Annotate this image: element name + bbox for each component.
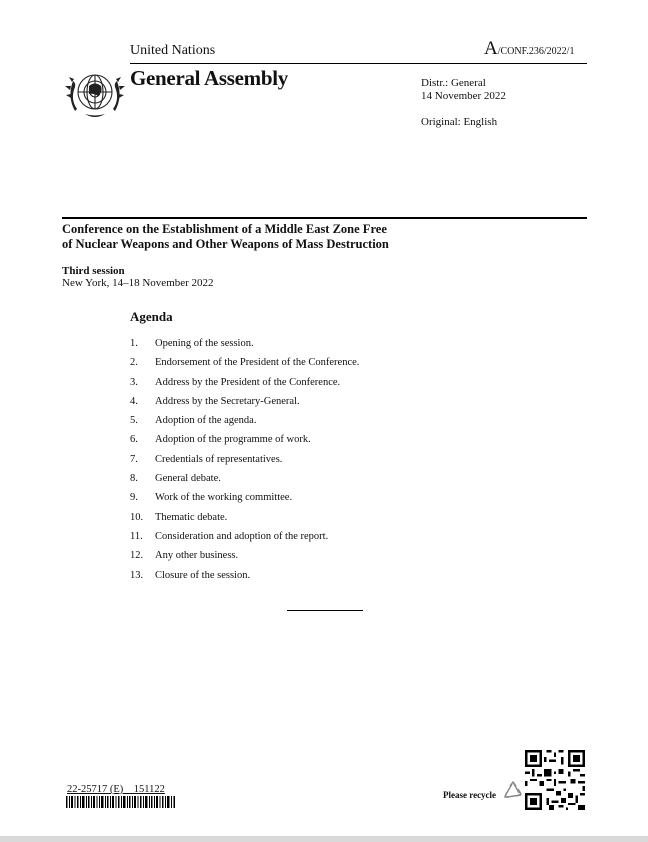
agenda-item	[130, 512, 430, 531]
agenda-item-number: 4.	[130, 395, 138, 407]
original-language: Original: English	[421, 116, 498, 128]
document-symbol	[484, 38, 574, 60]
agenda-item-text: Adoption of the agenda.	[155, 415, 257, 427]
agenda-item-text: Thematic debate.	[155, 511, 228, 523]
agenda-item-text: Address by the Secretary-General.	[155, 395, 300, 407]
distr-label: Distr.: General	[421, 77, 486, 89]
agenda-item	[130, 434, 430, 453]
agenda-item-number: 2.	[130, 357, 138, 369]
agenda-item	[130, 415, 430, 434]
agenda-item	[130, 531, 430, 550]
agenda-item-text: Address by the President of the Conference.	[155, 376, 341, 388]
agenda-item	[130, 377, 430, 396]
agenda-item	[130, 473, 430, 492]
barcode-icon	[66, 796, 176, 808]
agenda-item-number: 11.	[130, 530, 143, 542]
place-dates: New York, 14–18 November 2022	[62, 277, 214, 289]
session-label: Third session	[62, 265, 125, 277]
un-emblem-icon	[63, 66, 127, 122]
agenda-heading: Agenda	[130, 309, 173, 324]
qr-code-icon	[525, 750, 585, 810]
distribution-block	[421, 77, 506, 103]
agenda-item-text: Adoption of the programme of work.	[155, 434, 311, 446]
agenda-item-number: 9.	[130, 492, 138, 504]
agenda-item-text: Endorsement of the President of the Conference.	[155, 357, 360, 369]
agenda-item-number: 3.	[130, 376, 138, 388]
agenda-item-number: 5.	[130, 415, 138, 427]
agenda-item-text: Opening of the session.	[155, 338, 254, 349]
header-rule	[130, 63, 587, 64]
agenda-item-text: Credentials of representatives.	[155, 453, 283, 465]
agenda-item-text: Work of the working committee.	[155, 492, 293, 504]
agenda-item	[130, 338, 430, 357]
agenda-item-text: Any other business.	[155, 550, 239, 562]
symbol-prefix: A	[484, 38, 498, 59]
agenda-item	[130, 550, 430, 569]
agenda-item-number: 7.	[130, 453, 138, 465]
agenda-item-text: Consideration and adoption of the report.	[155, 530, 329, 542]
recycle-icon	[502, 780, 524, 802]
end-rule	[287, 610, 363, 611]
title-rule	[62, 217, 587, 219]
page-bottom-band	[0, 836, 648, 842]
agenda-list	[130, 338, 430, 589]
agenda-item	[130, 570, 430, 589]
agenda-item-number: 13.	[130, 569, 144, 581]
agenda-item-number: 10.	[130, 511, 144, 523]
agenda-item-number: 12.	[130, 550, 144, 562]
general-assembly-title: General Assembly	[130, 66, 288, 90]
recycle-text: Please recycle	[443, 790, 497, 800]
agenda-item	[130, 357, 430, 376]
agenda-item-number: 1.	[130, 338, 138, 349]
agenda-item-number: 8.	[130, 473, 138, 485]
organization-name: United Nations	[130, 43, 216, 58]
agenda-item	[130, 492, 430, 511]
agenda-item-number: 6.	[130, 434, 138, 446]
document-number: 22-25717 (E) 151122	[67, 784, 165, 795]
agenda-item-text: General debate.	[155, 473, 221, 485]
agenda-item-text: Closure of the session.	[155, 569, 251, 581]
issue-date: 14 November 2022	[421, 90, 506, 102]
agenda-item	[130, 396, 430, 415]
conference-title: Conference on the Establishment of a Middle East Zone Free of Nuclear Weapons and Other Weapons of Mass Destruction	[62, 222, 389, 251]
agenda-item	[130, 454, 430, 473]
symbol-rest: /CONF.236/2022/1	[497, 46, 575, 57]
